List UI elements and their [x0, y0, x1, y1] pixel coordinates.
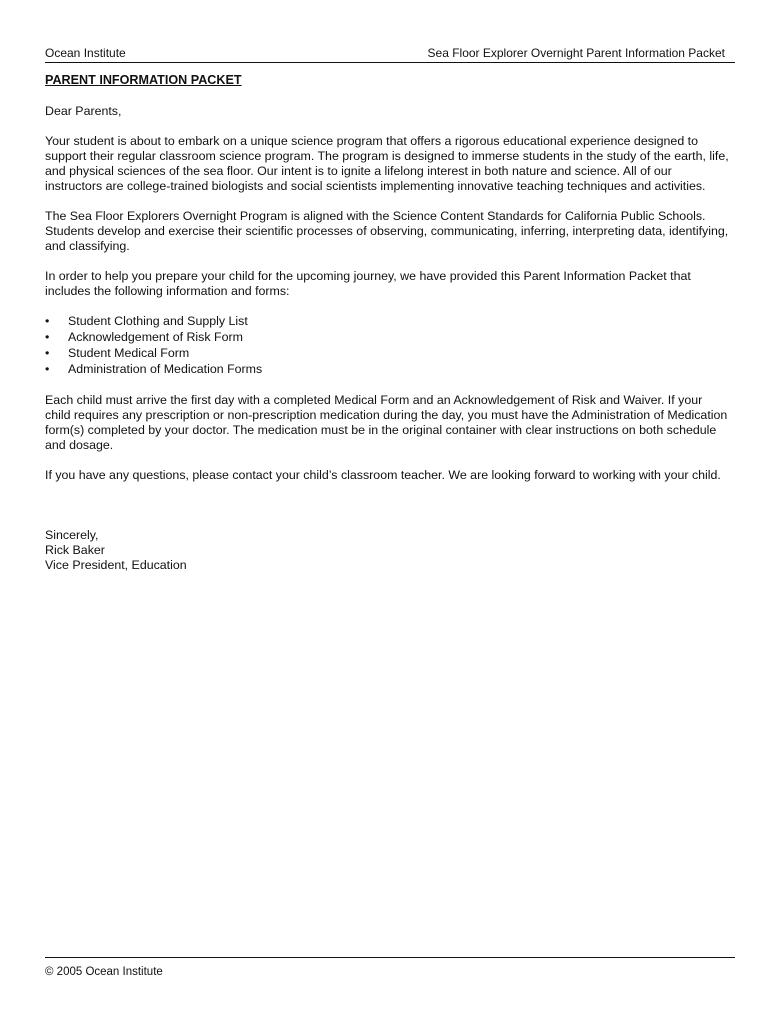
page-title: PARENT INFORMATION PACKET [45, 73, 242, 87]
paragraph-standards: The Sea Floor Explorers Overnight Program is aligned with the Science Content Standards for California Public Schools. Students develop and exercise their scientific processes of observing, communicating, inferring, interpreting data, identifying, and classifying. [45, 209, 729, 253]
paragraph-questions: If you have any questions, please contact your child’s classroom teacher. We are looking forward to working with your child. [45, 468, 721, 482]
list-item-label: Student Clothing and Supply List [68, 314, 248, 328]
list-item [45, 362, 730, 378]
bullet-icon: • [45, 314, 50, 328]
paragraph-requirements: Each child must arrive the first day with a completed Medical Form and an Acknowledgement of Risk and Waiver. If your child requires any prescription or non-prescription medication during the day, you must have the Administration of Medication form(s) completed by your doctor. The medication must be in the original container with clear instructions on both schedule and dosage. [45, 393, 728, 452]
forms-list [45, 314, 730, 378]
page-header [45, 46, 735, 63]
header-organization: Ocean Institute [45, 46, 126, 60]
list-item [45, 330, 730, 346]
page-footer [45, 957, 735, 980]
list-item [45, 346, 730, 362]
list-item [45, 314, 730, 330]
bullet-icon: • [45, 346, 50, 360]
paragraph-packet: In order to help you prepare your child for the upcoming journey, we have provided this Parent Information Packet that includes the following information and forms: [45, 269, 691, 298]
signer-name: Rick Baker [45, 543, 105, 557]
header-document-title: Sea Floor Explorer Overnight Parent Information Packet [427, 46, 725, 60]
signer-position: Vice President, Education [45, 558, 187, 572]
salutation: Dear Parents, [45, 104, 122, 118]
paragraph-intro: Your student is about to embark on a unique science program that offers a rigorous educational experience designed to support their regular classroom science program. The program is designed to immerse students in the study of the earth, life, and physical sciences of the sea floor. Our intent is to ignite a lifelong interest in both nature and science. All of our instructors are college-trained biologists and social scientists implementing innovative teaching techniques and activities. [45, 134, 729, 193]
list-item-label: Student Medical Form [68, 346, 190, 360]
list-item-label: Acknowledgement of Risk Form [68, 330, 243, 344]
list-item-label: Administration of Medication Forms [68, 362, 263, 376]
letter-closing [45, 528, 730, 573]
valediction: Sincerely, [45, 528, 99, 542]
letter-body [45, 73, 730, 573]
copyright-text: © 2005 Ocean Institute [45, 966, 163, 978]
bullet-icon: • [45, 330, 50, 344]
bullet-icon: • [45, 362, 50, 376]
